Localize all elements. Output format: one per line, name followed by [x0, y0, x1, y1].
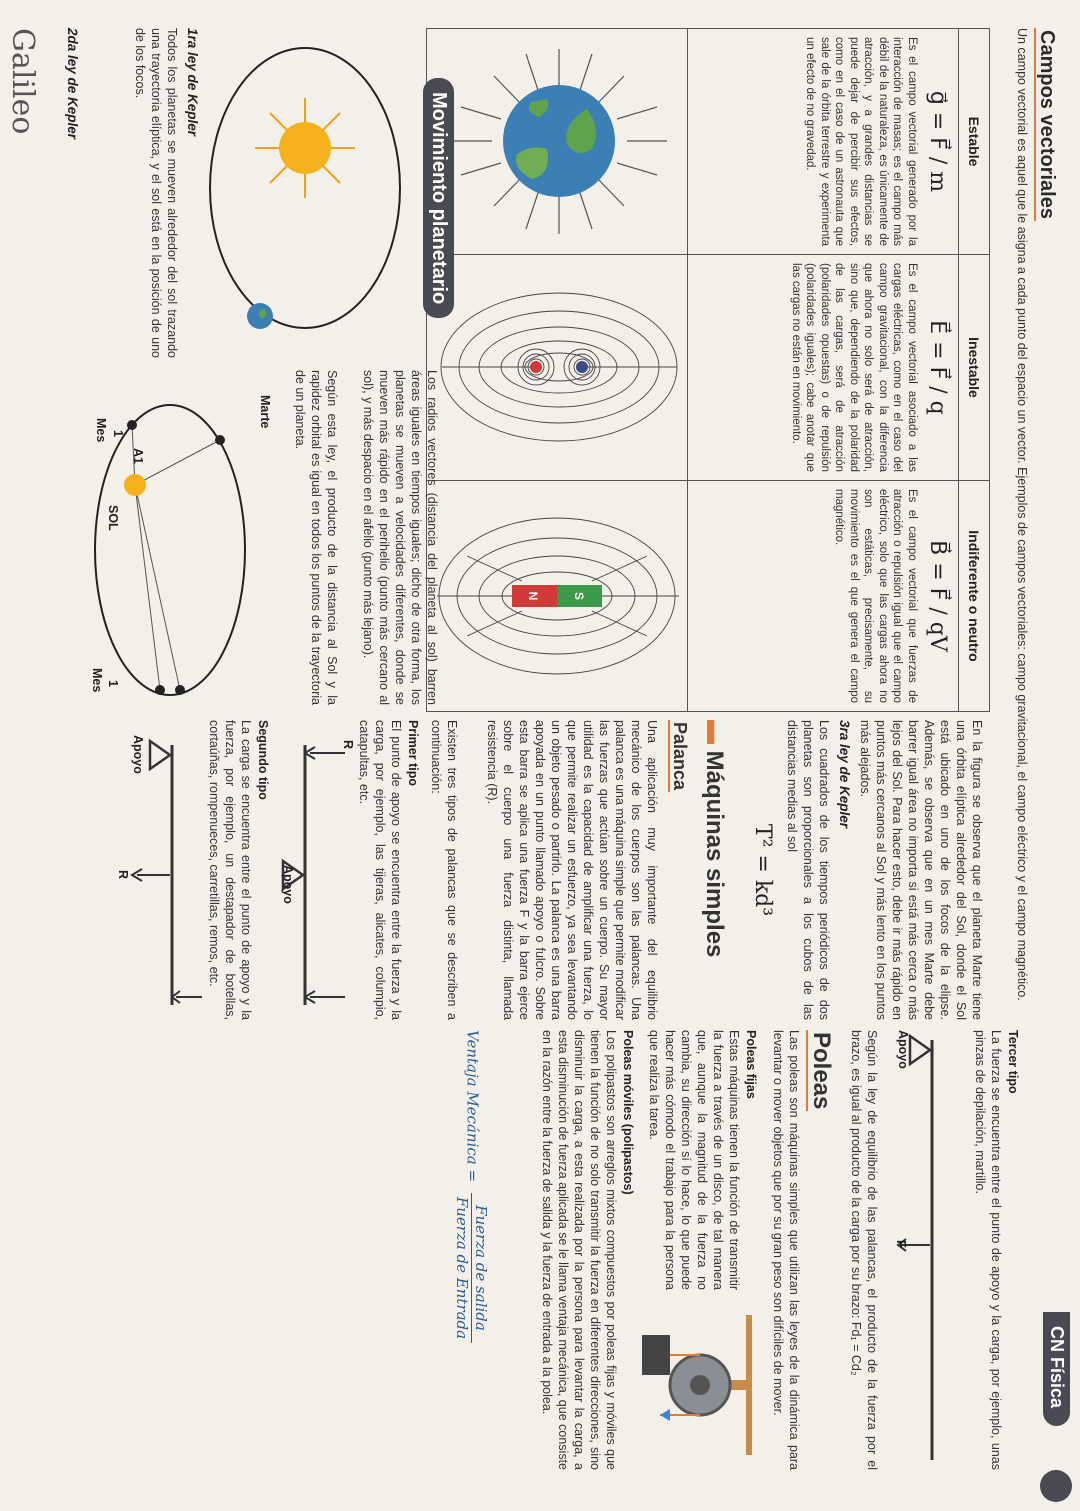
pulleys-title: Poleas: [808, 1032, 835, 1110]
formula-g: g⃗ = F⃗ / m: [925, 90, 950, 193]
ventaja-numerator: Fuerza de salida: [471, 1193, 490, 1343]
lever-title: Palanca: [670, 722, 690, 791]
kepler3-text: Los cuadrados de los tiempos periódicos de dos planetas son proporcionales a los cubos de las distancias medias al sol: [785, 720, 831, 1020]
diagram-sol: SOL: [106, 505, 120, 531]
pulleys-text: Las poleas son máquinas simples que utilizan las leyes de la dinámica para levantar o mover objetos que por su gran peso son difíciles de mover.: [771, 1030, 801, 1470]
lever-type3-diagram: [892, 1030, 962, 1470]
mobile-pulley-title: Poleas móviles (polipastos): [621, 1030, 635, 1195]
kepler2b-text: Según esta ley, el producto de la distancia al Sol y la rapidez orbital es igual en todos los puntos de la trayectoria de un planeta.: [293, 370, 339, 705]
type3-apoyo-label: Apoyo: [896, 1030, 910, 1069]
diagram-num-right: 1: [106, 680, 120, 687]
lever-text: Una aplicación muy importante del equilibrio mecánico de los cuerpos son las palancas. Una palanca es una máquina simple que permite modificar las fuerzas que actúan sobre un cuerpo. Su mayor utilidad es la capacidad de amplificar una fuerza, lo que permite realizar un esfuerzo, ya sea levantando un objeto pesado o partirlo. La palanca es una barra apoyada en un punto llamado apoyo o fulcro. Sobre esta barra se aplica una fuerza F y la barra ejerce sobre el cuerpo una fuerza distinta, llamada resistencia (R).: [485, 720, 659, 1020]
table-header-estable: Estable: [959, 29, 990, 255]
section-tag-icon: [1040, 1470, 1072, 1502]
type2-apoyo-label: Apoyo: [131, 735, 145, 774]
machines-title: ▬ Máquinas simples: [701, 720, 728, 958]
fixed-pulley-title: Poleas fijas: [744, 1030, 758, 1099]
table-header-neutro: Indiferente o neutro: [959, 481, 990, 712]
galileo-logo: Galileo: [5, 28, 40, 135]
kepler2-text: Los radios vectores (distancia del planeta al sol) barren áreas iguales en tiempos iguales; dicho de otra forma, los planetas se mueven a velocidades diferentes, donde se mueven más rápido en el perihelio (punto más cercano al sol), y más despacio en el afelio (punto más lejano).: [361, 370, 439, 705]
cell-electric-figure: [427, 255, 688, 481]
diagram-mes-right: Mes: [90, 668, 104, 693]
bar-magnet-illustration: [432, 481, 687, 711]
kepler1-text: Todos los planetas se mueven alrededor del sol trazando una trayectoria elíptica, y el sol está en la posición de uno de los focos.: [133, 28, 179, 358]
figure-note: En la figura se observa que el planeta Marte tiene una órbita elíptica alrededor del Sol, donde el Sol está ubicado en uno de los focos de la elipse. Además, se observa que en un mes Marte debe barrer igual área no importa si está más cerca o más lejos del Sol. Para hacer esto, debe ir más rápido en puntos más cercanos al Sol y más lento en los puntos más alejados.: [858, 720, 984, 1020]
kepler-areas-diagram: [60, 395, 260, 705]
vector-fields-intro: Un campo vectorial es aquel que le asigna a cada punto del espacio un vector. Ejemplos de campos vectoriales: campo gravitacional, el campo eléctrico y el campo magnético.: [1015, 28, 1029, 1001]
vector-fields-title: Campos vectoriales: [1036, 30, 1058, 219]
vector-fields-table: [426, 28, 990, 712]
fixed-pulley-illustration: [640, 1295, 760, 1475]
type3-text: La fuerza se encuentra entre el punto de apoyo y la carga, por ejemplo, unas pinzas de depilación, martillo.: [973, 1030, 1003, 1470]
formula-e: E⃗ = F⃗ / q: [925, 320, 950, 415]
cell-estable: [688, 29, 959, 255]
diagram-a1: A1: [131, 448, 145, 464]
type2-r-label: R: [116, 870, 130, 880]
type3-title: Tercer tipo: [1006, 1030, 1020, 1094]
diagram-num-left: 1: [111, 430, 125, 437]
formula-b: B⃗ = F⃗ / qV: [925, 540, 950, 652]
type2-title: Segundo tipo: [256, 720, 270, 800]
cell-neutro: [688, 481, 959, 712]
kepler2-title: 2da ley de Kepler: [65, 28, 80, 140]
type1-text: El punto de apoyo se encuentra entre la fuerza y la carga, por ejemplo, las tijeras, alicates, columpio, catapultas, etc.: [357, 720, 403, 1020]
kepler-sun-icon: [124, 474, 146, 496]
electric-dipole-illustration: [432, 255, 687, 480]
lever-equilibrium: Según la ley de equilibrio de las palancas, el producto de la fuerza por el brazo, es igual al producto de la carga por su brazo: Fd₁ = Cd₂: [849, 1030, 879, 1470]
cell-inestable: [688, 255, 959, 481]
diagram-mes-left: Mes: [94, 418, 108, 443]
fixed-pulley-text: Estas máquinas tienen la función de transmitir la fuerza a través de un disco, de tal manera que, aunque la magnitud de la fuerza no cambia, su dirección sí lo hace, lo que puede hacer más cómodo el trabajo para la persona que realiza la tarea.: [647, 1030, 741, 1290]
lever-type2-diagram: [127, 735, 202, 1015]
desc-inestable: Es el campo vectorial asociado a las cargas eléctricas, como en el caso del campo gravitacional, con la diferencia que ahora no solo será de atracción, sino que, dependiendo de la polaridad de las cargas, será de atracción (polaridades opuestas) o de repulsión (polaridades iguales); cabe anotar que las cargas no están en movimiento.: [790, 263, 918, 472]
weight-icon: [642, 1335, 670, 1375]
cell-magnet-figure: [427, 481, 688, 712]
kepler1-title: 1ra ley de Kepler: [185, 28, 200, 137]
force-arrow-icon: [660, 1409, 670, 1421]
type3-f-label: F: [894, 1240, 908, 1248]
svg-text:S: S: [572, 591, 586, 601]
section-tag: CN Física: [1043, 1312, 1070, 1426]
ventaja-label: Ventaja Mecánica =: [463, 1030, 482, 1183]
fulcrum-icon: [150, 741, 170, 769]
desc-neutro: Es el campo vectorial que fuerzas de atracción o repulsión igual que el campo eléctrico, solo que las cargas ahora no son estáticas, precisamente, su movimiento es el que genera el campo magnético.: [833, 489, 918, 703]
kepler3-formula: T² = kd³: [750, 823, 775, 917]
type1-apoyo-label: Apoyo: [281, 865, 295, 904]
positive-charge-icon: [530, 361, 542, 373]
diagram-marte: Marte: [258, 395, 272, 429]
table-header-inestable: Inestable: [959, 255, 990, 481]
type1-title: Primer tipo: [406, 720, 420, 786]
planetary-title: Movimiento planetario: [423, 78, 454, 318]
kepler3-title: 3ra ley de Kepler: [837, 720, 852, 829]
elliptical-orbit-illustration: [190, 28, 420, 348]
type2-text: La carga se encuentra entre el punto de apoyo y la fuerza, por ejemplo, un destapador de botellas, cortaúñas, rompenueces, carretillas, remos, etc.: [207, 720, 253, 1020]
type1-r-label: R: [341, 740, 355, 750]
sun-icon: [279, 122, 331, 174]
desc-estable: Es el campo vectorial generado por la interacción de masas; es el campo más débil de la naturaleza, es únicamente de atracción, y a grandes distancias se puede dejar de percibir sus efectos, como en el caso de un astronauta que sale de la órbita terrestre y experimenta un efecto de no gravedad.: [804, 37, 918, 246]
fulcrum-icon: [910, 1036, 930, 1064]
cell-earth-figure: [427, 29, 688, 255]
negative-charge-icon: [576, 361, 588, 373]
svg-text:N: N: [526, 591, 540, 601]
mechanical-advantage: [453, 1030, 490, 1470]
mobile-pulley-text: Los polipastos son arreglos mixtos compuestos por poleas fijas y móviles que tienen la función de no solo transmitir la fuerza en diferentes direcciones, sino disminuir la carga, a esta realizada por la persona para levantar la carga, a esta disminución de fuerza aplicada se le llama ventaja mecánica, que consiste en la razón entre la fuerza de salida y la fuerza de entrada a la polea.: [540, 1030, 618, 1470]
ventaja-denominator: Fuerza de Entrada: [453, 1196, 471, 1340]
earth-gravity-illustration: [432, 29, 687, 254]
lever-types-intro: Existen tres tipos de palancas que se describen a continuación:: [429, 720, 459, 1020]
